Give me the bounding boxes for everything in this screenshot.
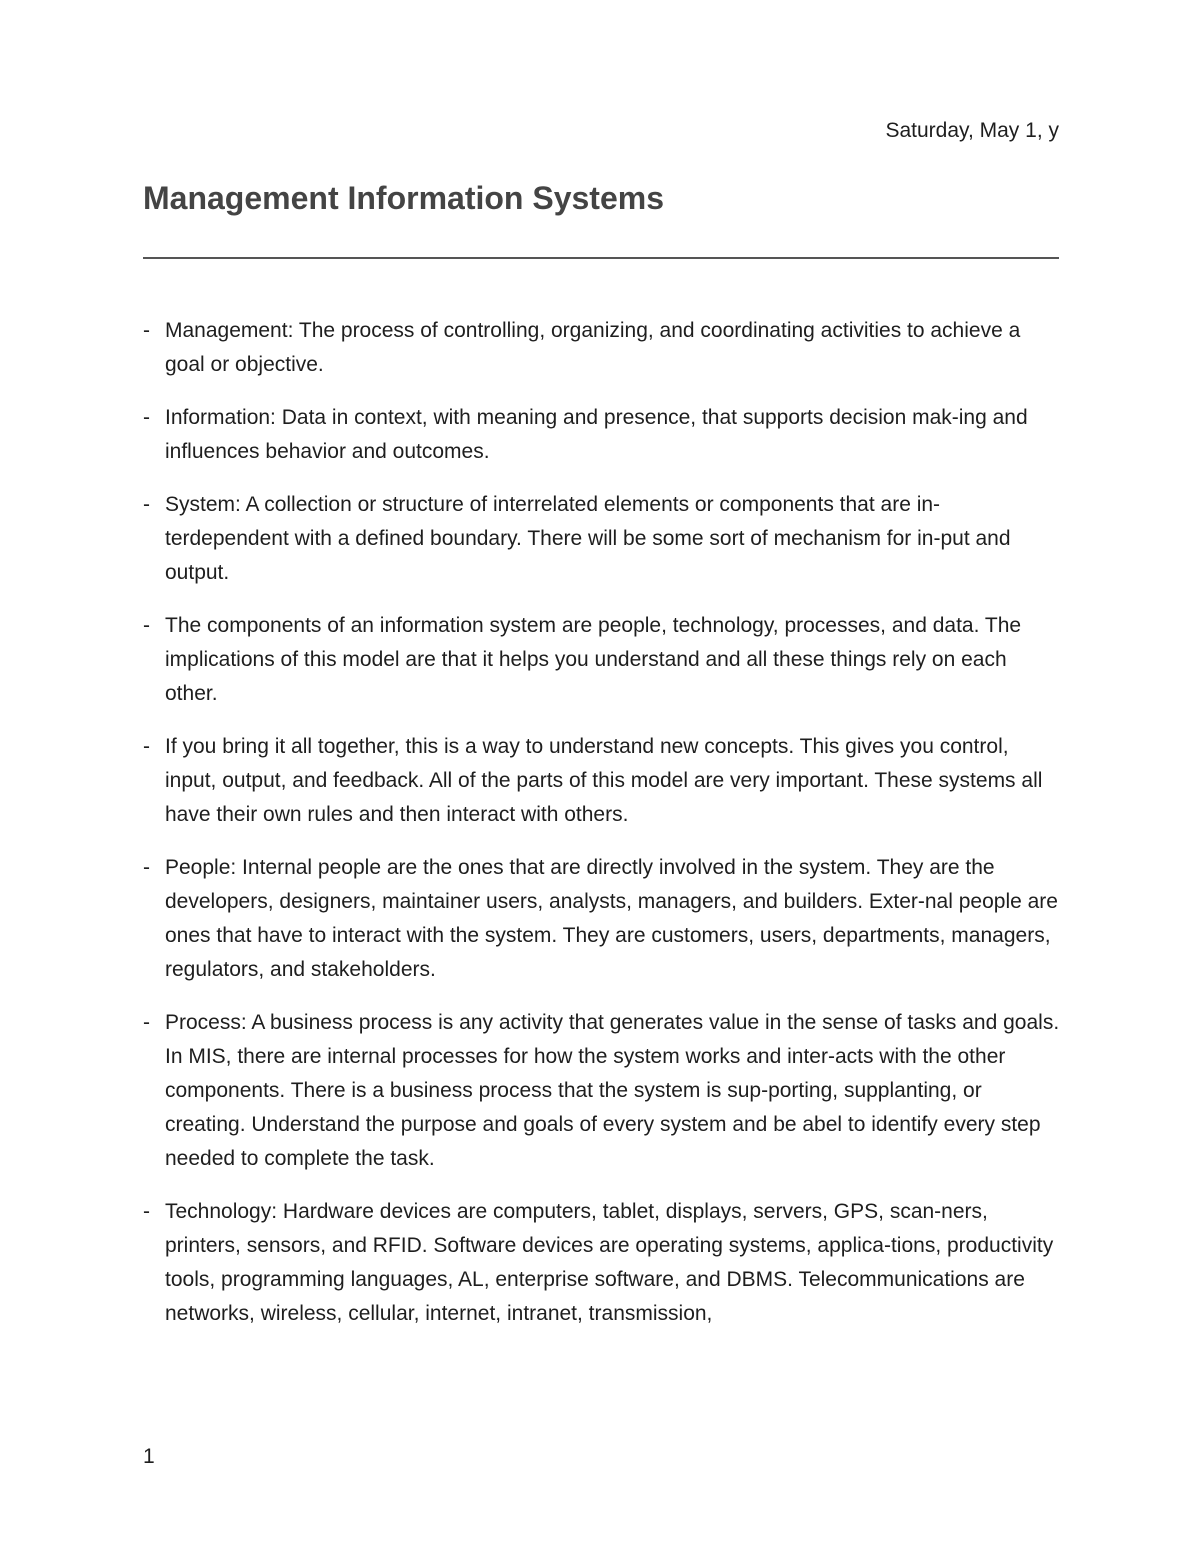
dash-marker: - [143,1011,150,1034]
list-item-text: Information: Data in context, with meaning and presence, that supports decision mak-ing and influences behavior and outcomes. [165,406,1028,463]
list-item [143,1195,1063,1331]
dash-marker: - [143,1200,150,1223]
list-item [143,609,1063,711]
list-item [143,851,1063,987]
list-item [143,1006,1063,1176]
dash-marker: - [143,856,150,879]
list-item-text: Process: A business process is any activity that generates value in the sense of tasks and goals. In MIS, there are internal processes for how the system works and inter-acts with the other components. There is a business process that the system is sup-porting, supplanting, or creating. Understand the purpose and goals of every system and be abel to identify every step needed to complete the task. [165,1011,1060,1170]
dash-marker: - [143,614,150,637]
title-divider [143,257,1059,259]
dash-marker: - [143,493,150,516]
bullet-list [143,314,1063,1350]
page-title: Management Information Systems [143,180,664,216]
list-item [143,314,1063,382]
list-item-text: If you bring it all together, this is a way to understand new concepts. This gives you control, input, output, and feedback. All of the parts of this model are very important. These systems all have their own rules and then interact with others. [165,735,1043,826]
dash-marker: - [143,406,150,429]
list-item-text: Management: The process of controlling, organizing, and coordinating activities to achieve a goal or objective. [165,319,1021,376]
dash-marker: - [143,735,150,758]
page-number: 1 [143,1445,155,1468]
dash-marker: - [143,319,150,342]
list-item [143,488,1063,590]
header-date: Saturday, May 1, y [885,119,1059,142]
list-item-text: System: A collection or structure of interrelated elements or components that are in-terdependent with a defined boundary. There will be some sort of mechanism for in-put and output. [165,493,1011,584]
list-item-text: The components of an information system are people, technology, processes, and data. The implications of this model are that it helps you understand and all these things rely on each other. [165,614,1022,705]
list-item [143,401,1063,469]
list-item [143,730,1063,832]
list-item-text: People: Internal people are the ones that are directly involved in the system. They are the developers, designers, maintainer users, analysts, managers, and builders. Exter-nal people are ones that have to interact with the system. They are customers, users, departments, managers, regulators, and stakeholders. [165,856,1058,981]
list-item-text: Technology: Hardware devices are computers, tablet, displays, servers, GPS, scan-ners, printers, sensors, and RFID. Software devices are operating systems, applica-tions, productivity tools, programming languages, AL, enterprise software, and DBMS. Telecommunications are networks, wireless, cellular, internet, intranet, transmission, [165,1200,1054,1325]
